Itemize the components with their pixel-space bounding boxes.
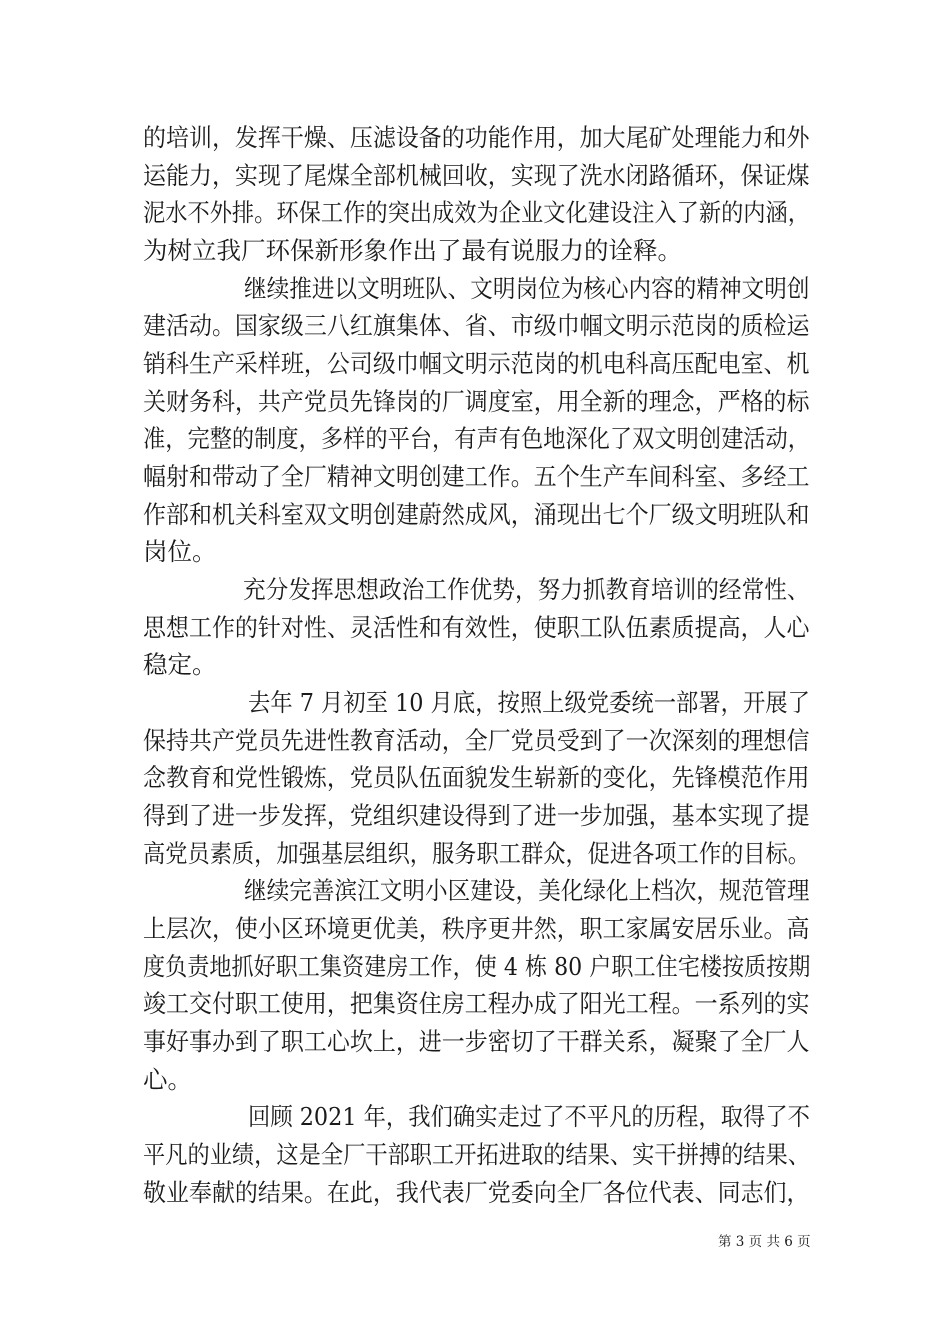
paragraph-first-line: 继续推进以文明班队、文明岗位为核心内容的精神文明创 bbox=[244, 274, 810, 303]
text-line: 事好事办到了职工心坎上，进一步密切了干群关系，凝聚了全厂人 bbox=[143, 1027, 810, 1056]
paragraph-first-line: 充分发挥思想政治工作优势，努力抓教育培训的经常性、 bbox=[243, 575, 810, 604]
text-line: 建活动。国家级三八红旗集体、省、市级巾帼文明示范岗的质检运 bbox=[143, 311, 810, 340]
text-line: 平凡的业绩，这是全厂干部职工开拓进取的结果、实干拼搏的结果、 bbox=[143, 1140, 811, 1169]
text-line: 高党员素质，加强基层组织，服务职工群众，促进各项工作的目标。 bbox=[143, 839, 811, 868]
text-line: 思想工作的针对性、灵活性和有效性，使职工队伍素质提高，人心 bbox=[143, 613, 810, 642]
text-line: 运能力，实现了尾煤全部机械回收，实现了洗水闭路循环，保证煤 bbox=[143, 161, 810, 190]
text-line: 幅射和带动了全厂精神文明创建工作。五个生产车间科室、多经工 bbox=[143, 462, 810, 491]
text-line: 心。 bbox=[143, 1065, 192, 1094]
text-line: 为树立我厂环保新形象作出了最有说服力的诠释。 bbox=[143, 236, 682, 265]
text-line: 稳定。 bbox=[143, 650, 217, 679]
text-line: 销科生产采样班，公司级巾帼文明示范岗的机电科高压配电室、机 bbox=[143, 349, 810, 378]
text-line: 敬业奉献的结果。在此，我代表厂党委向全厂各位代表、同志们， bbox=[143, 1178, 810, 1207]
paragraph-first-line: 回顾 2021 年，我们确实走过了不平凡的历程，取得了不 bbox=[248, 1102, 810, 1131]
text-line: 上层次，使小区环境更优美，秩序更井然，职工家属安居乐业。高 bbox=[143, 914, 810, 943]
text-line: 作部和机关科室双文明创建蔚然成风，涌现出七个厂级文明班队和 bbox=[143, 500, 810, 529]
text-line: 得到了进一步发挥，党组织建设得到了进一步加强，基本实现了提 bbox=[143, 801, 810, 830]
paragraph-first-line: 继续完善滨江文明小区建设，美化绿化上档次，规范管理 bbox=[244, 876, 810, 905]
text-line: 泥水不外排。环保工作的突出成效为企业文化建设注入了新的内涵， bbox=[143, 198, 811, 227]
text-line: 念教育和党性锻炼，党员队伍面貌发生崭新的变化，先锋模范作用 bbox=[143, 763, 810, 792]
text-line: 竣工交付职工使用，把集资住房工程办成了阳光工程。一系列的实 bbox=[143, 989, 810, 1018]
text-line: 关财务科，共产党员先锋岗的厂调度室，用全新的理念，严格的标 bbox=[143, 387, 810, 416]
text-line: 准，完整的制度，多样的平台，有声有色地深化了双文明创建活动， bbox=[143, 424, 811, 453]
text-line: 的培训，发挥干燥、压滤设备的功能作用，加大尾矿处理能力和外 bbox=[143, 123, 810, 152]
text-line: 岗位。 bbox=[143, 537, 217, 566]
text-line: 度负责地抓好职工集资建房工作，使 4 栋 80 户职工住宅楼按质按期 bbox=[143, 952, 811, 981]
text-line: 保持共产党员先进性教育活动，全厂党员受到了一次深刻的理想信 bbox=[143, 726, 810, 755]
paragraph-first-line: 去年 7 月初至 10 月底，按照上级党委统一部署，开展了 bbox=[248, 688, 810, 717]
page-number-footer: 第 3 页 共 6 页 bbox=[718, 1234, 811, 1250]
